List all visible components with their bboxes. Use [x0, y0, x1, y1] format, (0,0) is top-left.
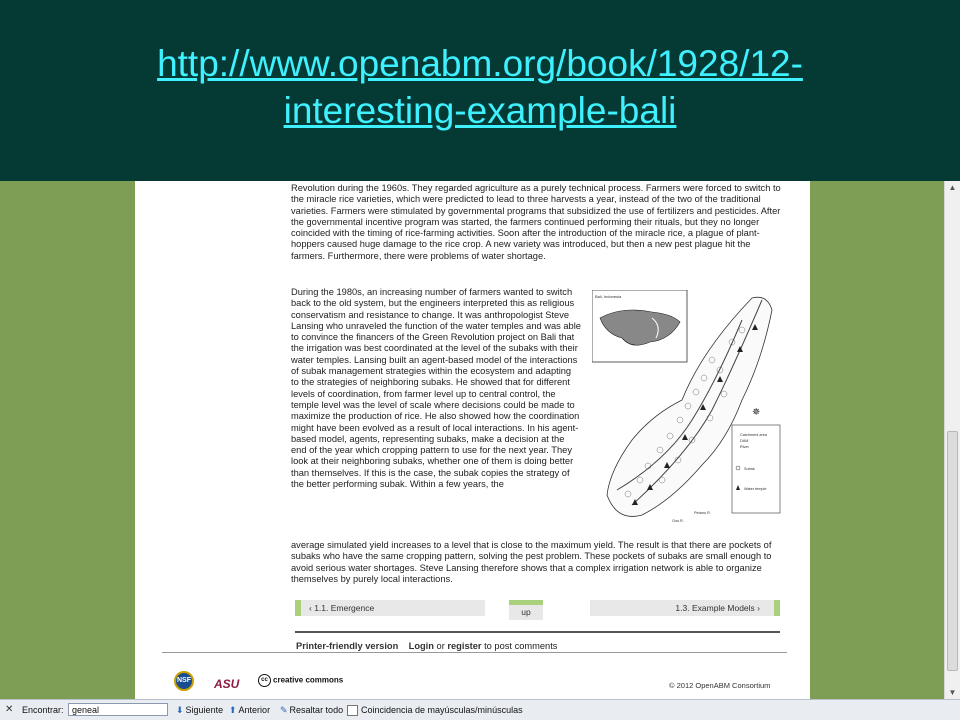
highlighter-icon: ✎ [280, 705, 288, 715]
page-gutter-left [135, 181, 162, 699]
vertical-scrollbar[interactable] [944, 181, 960, 699]
article-paragraph-2: During the 1980s, an increasing number of farmers wanted to switch back to the old system, but the engineers interpreted this as religious conservatism and resistance to change. It was anthropologist Steve Lansing who unraveled the function of the water temples and was able to convince the financers of the Green Revolution project on Bali that the irrigation was best coordinated at the level of the subaks with their water temples. Lansing built an agent-based model of the interactions of subak management strategies within the ecosystem and adapting to the strategies of neighboring subaks. He showed that for different levels of coordination, from farmer level up to central control, the temple level was the level of scale where decisions could be made to maximize the production of rice. He also showed how the coordination might have been evolved as a result of local interactions. In his agent-based model, agents, representing subaks, make a decision at the end of the year which cropping pattern to use for the next year. They look at their neighboring subaks, whether one of them is doing better than themselves. If this is the case, the subak copies the strategy of the better performing subak. Within a few years, the [291, 287, 581, 490]
map-label-petanu: Petanu R. [694, 511, 711, 515]
book-navigation [295, 600, 780, 616]
scroll-down-icon[interactable]: ▼ [948, 688, 957, 697]
up-link[interactable]: up [509, 600, 543, 620]
arrow-down-icon: ⬇ [176, 705, 184, 715]
find-next-label: Siguiente [185, 705, 224, 715]
content-divider [295, 631, 780, 633]
links-tail-text: to post comments [481, 641, 558, 651]
book-url-link[interactable]: http://www.openabm.org/book/1928/12-interesting-example-bali [157, 43, 803, 131]
article-paragraph-1: Revolution during the 1960s. They regarded agriculture as a purely technical process. Farmers were forced to switch to the miracle rice varieties, which were predicted to lead to three harvests a year, instead of the two of the traditional varieties. Farmers were stimulated by governmental programs that subsidized the use of fertilizers and pesticides. After the governmental incentive program was started, the farmers continued performing their rituals, but they no longer coincided with the timing of rice-farming activities. Soon after the introduction of the miracle rice, a plague of plant-hoppers caused huge damage to the rice crop. A new variety was introduced, but then a new pest plague hit the farmers. Furthermore, there were problems of water shortage. [291, 183, 781, 261]
cc-icon: cc [258, 674, 271, 687]
book-page [162, 181, 810, 699]
copyright-notice: © 2012 OpenABM Consortium [669, 681, 771, 690]
scrollbar-thumb[interactable] [947, 431, 958, 671]
legend-water-temple: Water temple [744, 487, 767, 491]
find-previous-button[interactable] [229, 705, 270, 716]
creative-commons-logo[interactable] [258, 674, 343, 687]
legend-river: River [740, 445, 749, 449]
find-next-button[interactable] [176, 705, 223, 716]
find-previous-label: Anterior [238, 705, 271, 715]
links-or-text: or [433, 641, 448, 651]
find-input[interactable]: geneal [68, 703, 168, 716]
printer-friendly-link[interactable]: Printer-friendly version [296, 641, 399, 651]
nsf-logo[interactable]: NSF [174, 671, 194, 691]
match-case-label[interactable]: Coincidencia de mayúsculas/minúsculas [361, 705, 523, 715]
asu-logo[interactable]: ASU [214, 677, 240, 691]
scroll-up-icon[interactable]: ▲ [948, 183, 957, 192]
previous-page-link[interactable]: ‹ 1.1. Emergence [295, 600, 485, 616]
login-link[interactable]: Login [408, 641, 434, 651]
map-label-oos: Oos R. [672, 519, 684, 523]
cc-logo-text: creative commons [273, 675, 344, 685]
find-label: Encontrar: [22, 705, 64, 715]
next-page-link[interactable]: 1.3. Example Models › [590, 600, 780, 616]
highlight-all-button[interactable] [280, 705, 343, 716]
footer-divider [162, 652, 787, 653]
close-find-bar-icon[interactable]: ✕ [5, 704, 14, 715]
bali-subak-map-figure [592, 290, 782, 525]
legend-catchment: Catchment area [740, 433, 768, 437]
legend-subak: Subak [744, 467, 755, 471]
article-paragraph-3: average simulated yield increases to a level that is close to the maximum yield. The result is that there are pockets of subaks who have the same cropping pattern, solving the pest problem. These pockets of subaks are small enough to avoid serious water shortages. Steve Lansing therefore shows that a complex irrigation network is able to organize themselves by purely local interactions. [291, 540, 772, 584]
register-link[interactable]: register [447, 641, 482, 651]
highlight-all-label: Resaltar todo [289, 705, 344, 715]
desktop-background-right [810, 181, 940, 699]
compass-rose-icon: ✵ [752, 407, 761, 418]
arrow-up-icon: ⬆ [229, 705, 237, 715]
match-case-checkbox[interactable] [347, 705, 358, 716]
map-inset-label: Bali, Indonesia [595, 294, 622, 299]
find-bar [0, 699, 960, 720]
slide-banner [0, 0, 960, 181]
page-links [296, 641, 557, 651]
legend-dam: DAM [740, 439, 749, 443]
